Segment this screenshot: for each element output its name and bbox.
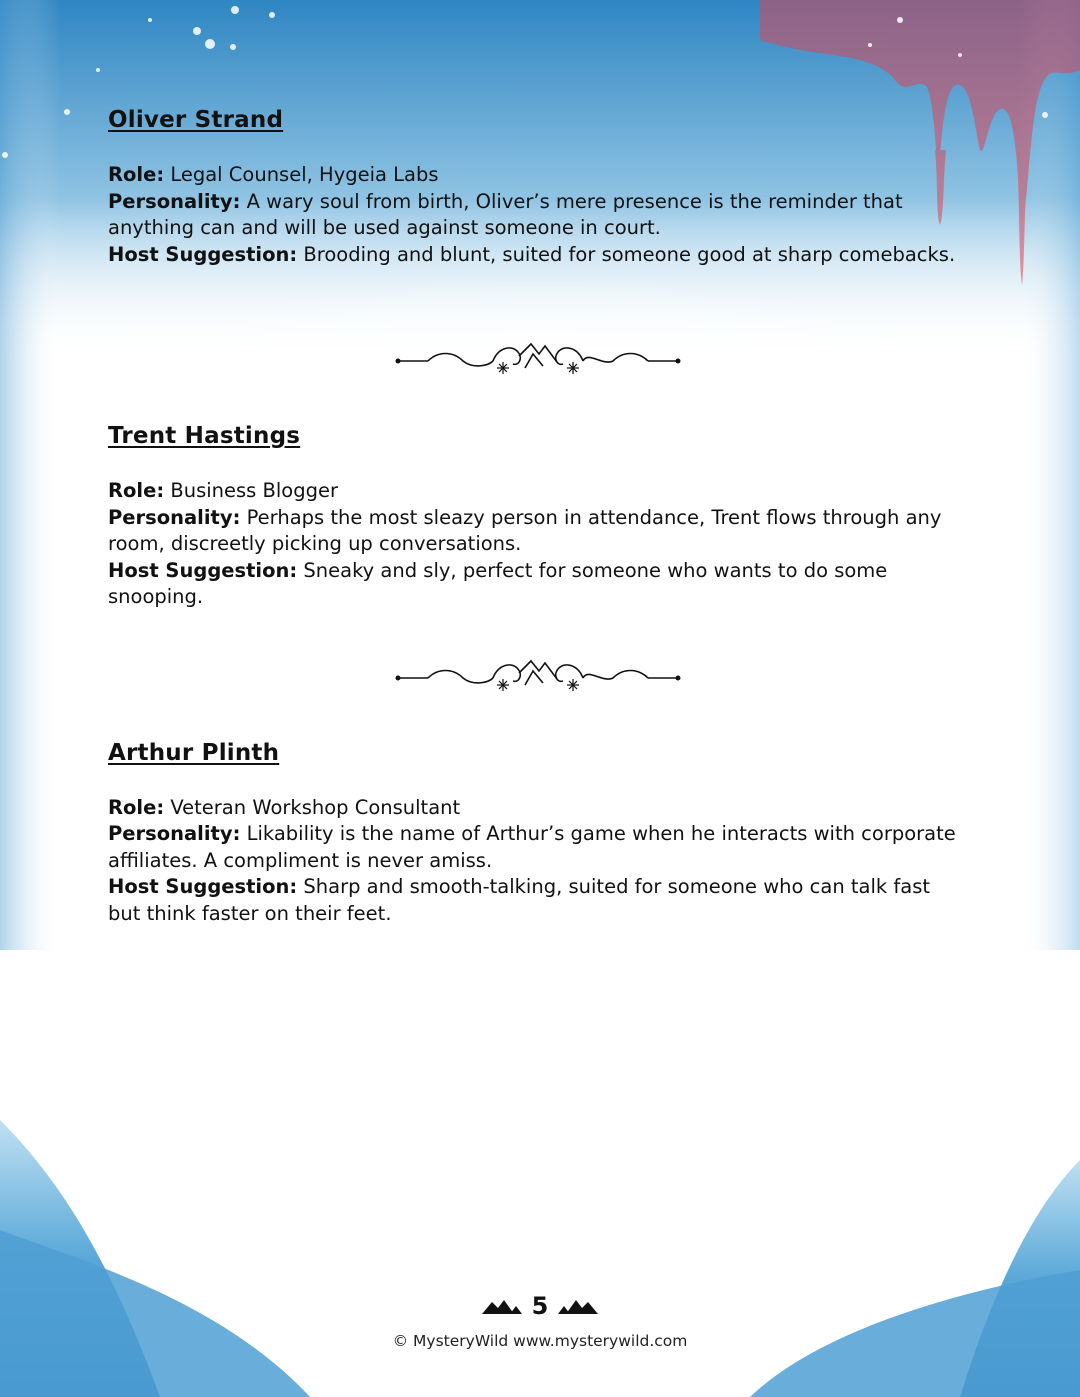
section-divider	[108, 336, 968, 386]
mountain-peaks-icon	[556, 1296, 600, 1316]
role-value: Business Blogger	[170, 479, 339, 502]
personality-label: Personality:	[108, 822, 241, 845]
personality-line	[108, 189, 968, 242]
personality-value: A wary soul from birth, Oliver’s mere presence is the reminder that anything can and will be used against someone in court.	[108, 189, 903, 239]
personality-label: Personality:	[108, 505, 241, 529]
personality-value: Likability is the name of Arthur’s game when he interacts with corporate affiliates. A compliment is never amiss.	[108, 822, 956, 872]
mountain-peaks-icon	[480, 1296, 524, 1316]
host-suggestion-line	[108, 242, 968, 269]
host-suggestion-value: Sneaky and sly, perfect for someone who wants to do some snooping.	[108, 558, 888, 608]
character-name: Oliver Strand	[108, 107, 284, 133]
page-footer	[0, 1292, 1080, 1350]
mountain-snowflake-flourish-icon	[393, 336, 683, 386]
personality-line	[108, 821, 968, 874]
character-card	[108, 104, 968, 268]
role-value: Legal Counsel, Hygeia Labs	[170, 163, 439, 186]
copyright-text: © MysteryWild www.mysterywild.com	[392, 1332, 688, 1350]
host-suggestion-label: Host Suggestion:	[108, 558, 298, 582]
page-number-row	[0, 1292, 1080, 1320]
section-divider	[108, 653, 968, 703]
role-label: Role:	[108, 479, 165, 502]
character-name: Trent Hastings	[108, 423, 301, 449]
page-number: 5	[531, 1292, 549, 1320]
role-line	[108, 162, 968, 189]
host-suggestion-value: Brooding and blunt, suited for someone good at sharp comebacks.	[303, 242, 956, 266]
host-suggestion-value: Sharp and smooth-talking, suited for someone who can talk fast but think faster on their feet.	[108, 875, 931, 925]
role-value: Veteran Workshop Consultant	[170, 795, 461, 819]
character-list	[108, 104, 968, 927]
personality-label: Personality:	[108, 189, 241, 213]
mountain-snowflake-flourish-icon	[393, 653, 683, 703]
character-name: Arthur Plinth	[108, 739, 280, 766]
role-line	[108, 795, 968, 822]
host-suggestion-label: Host Suggestion:	[108, 242, 298, 266]
role-label: Role:	[108, 795, 165, 819]
character-card	[108, 737, 968, 928]
host-suggestion-label: Host Suggestion:	[108, 875, 298, 898]
host-suggestion-line	[108, 874, 968, 927]
role-line	[108, 478, 968, 505]
personality-line	[108, 505, 968, 558]
personality-value: Perhaps the most sleazy person in attendance, Trent flows through any room, discreetly picking up conversations.	[108, 505, 942, 555]
host-suggestion-line	[108, 558, 968, 611]
character-card	[108, 420, 968, 611]
role-label: Role:	[108, 163, 165, 186]
